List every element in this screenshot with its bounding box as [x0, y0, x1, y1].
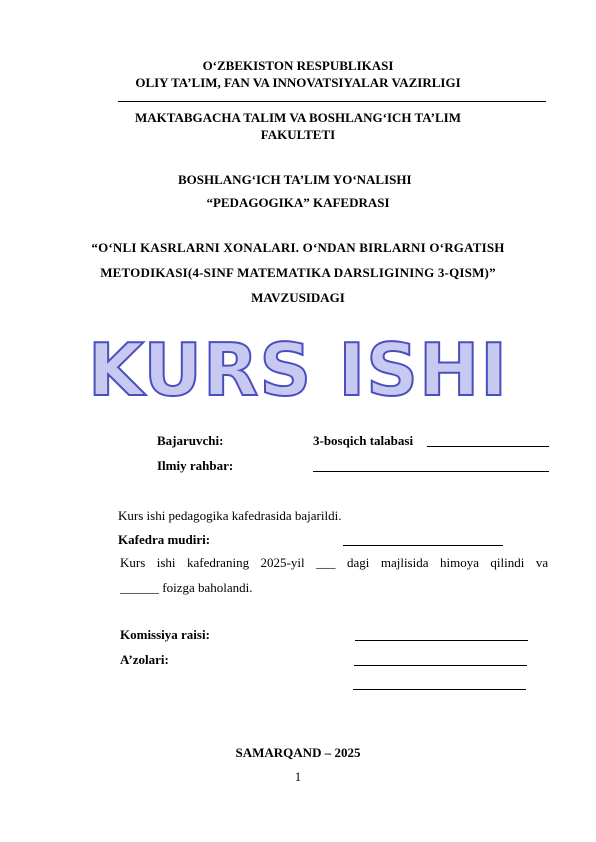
member-signature-line-1	[354, 665, 527, 666]
faculty-title-line1: MAKTABGACHA TALIM VA BOSHLANG‘ICH TA’LIM	[134, 110, 461, 125]
department-title: “PEDAGOGIKA” KAFEDRASI	[206, 195, 390, 210]
head-signature-line	[343, 545, 503, 546]
meeting-word: dagi	[347, 555, 370, 570]
executor-label: Bajaruvchi:	[157, 433, 224, 448]
meeting-word: ishi	[156, 555, 176, 570]
meeting-word: majlisida	[380, 555, 429, 570]
members-label: A’zolari:	[120, 652, 169, 667]
executor-name-line	[427, 446, 549, 447]
supervisor-name-line	[313, 471, 549, 472]
meeting-word: ___	[316, 555, 336, 570]
meeting-word: qilindi	[490, 555, 525, 570]
member-signature-line-2	[353, 689, 526, 690]
executor-value: 3-bosqich talabasi	[313, 433, 414, 448]
commission-label: Komissiya raisi:	[120, 627, 210, 642]
supervisor-label: Ilmiy rahbar:	[157, 458, 234, 473]
meeting-word: 2025-yil	[260, 555, 305, 570]
meeting-word: himoya	[439, 555, 479, 570]
meeting-text	[120, 555, 548, 571]
topic-line2: METODIKASI(4-SINF MATEMATIKA DARSLIGINING 3-QISM)”	[100, 265, 496, 280]
city-year: SAMARQAND – 2025	[235, 745, 361, 760]
work-title-wordart: KURS ISHI	[87, 328, 509, 412]
meeting-word: Kurs	[120, 555, 146, 570]
meeting-word: va	[535, 555, 549, 570]
meeting-word: kafedraning	[186, 555, 250, 570]
completed-text: Kurs ishi pedagogika kafedrasida bajarildi.	[118, 508, 342, 523]
faculty-title-line2: FAKULTETI	[260, 127, 336, 142]
topic-line1: “O‘NLI KASRLARNI XONALARI. O‘NDAN BIRLARNI O‘RGATISH	[91, 240, 505, 255]
ministry-title: OLIY TA’LIM, FAN VA INNOVATSIYALAR VAZIRLIGI	[135, 75, 461, 90]
head-label: Kafedra mudiri:	[118, 532, 211, 547]
page-number: 1	[294, 770, 302, 784]
grade-text: ______ foizga baholandi.	[120, 580, 253, 595]
topic-line3: MAVZUSIDAGI	[251, 290, 345, 305]
header-divider	[118, 101, 546, 102]
direction-title: BOSHLANG‘ICH TA’LIM YO‘NALISHI	[178, 172, 412, 187]
republic-title: O‘ZBEKISTON RESPUBLIKASI	[202, 58, 394, 73]
commission-signature-line	[355, 640, 528, 641]
